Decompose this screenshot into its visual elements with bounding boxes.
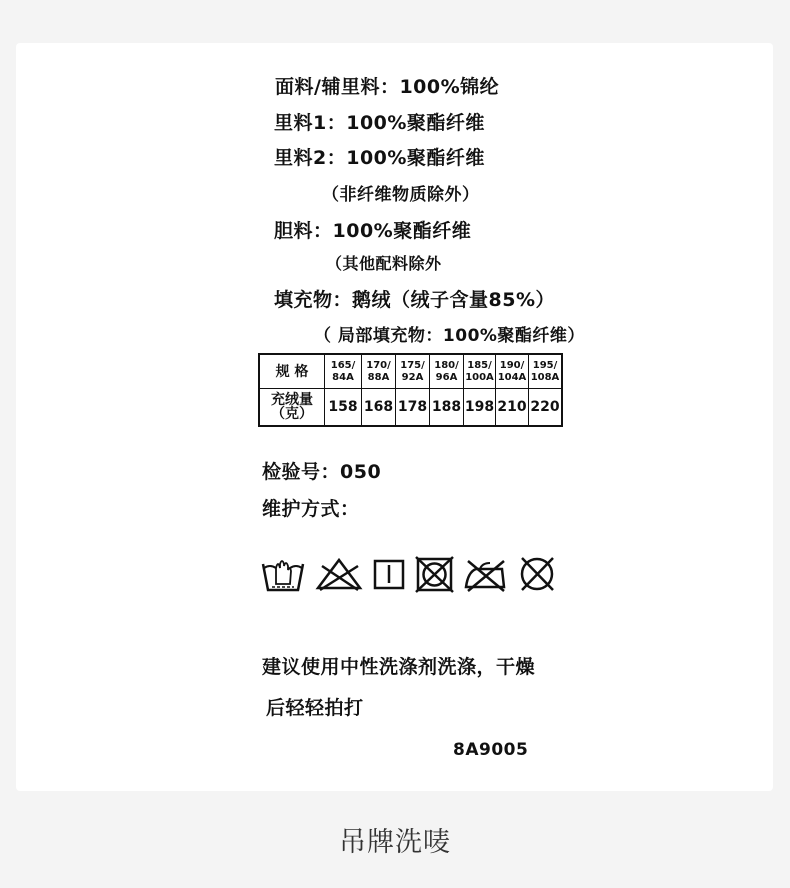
gall-line: 胆料：100%聚酯纤维 <box>274 220 472 242</box>
size-cell: 185/ 100A <box>464 354 496 389</box>
lining1-line: 里料1：100%聚酯纤维 <box>274 112 485 134</box>
size-table <box>258 353 563 427</box>
size-cell: 170/ 88A <box>362 354 396 389</box>
care-label-card <box>16 43 773 791</box>
fill-value-cell: 220 <box>529 389 563 427</box>
inspection-line: 检验号：050 <box>262 461 382 483</box>
size-cell: 190/ 104A <box>496 354 529 389</box>
fill-value-cell: 210 <box>496 389 529 427</box>
advice-line-2: 后轻轻拍打 <box>266 697 364 719</box>
fill-value-cell: 178 <box>396 389 430 427</box>
footer-caption: 吊牌洗唛 <box>339 827 451 858</box>
gall-note: （其他配料除外 <box>326 254 442 273</box>
size-row <box>259 354 562 389</box>
fill-header: 充绒量 （克） <box>259 389 325 427</box>
size-header: 规 格 <box>259 354 325 389</box>
fill-row <box>259 389 562 427</box>
do-not-bleach-icon <box>314 554 364 594</box>
advice-line-1: 建议使用中性洗涤剂洗涤，干燥 <box>262 656 536 678</box>
filling-line: 填充物：鹅绒（绒子含量85%） <box>274 289 555 311</box>
hand-wash-icon <box>260 554 306 594</box>
do-not-dry-clean-icon <box>516 554 560 594</box>
fill-value-cell: 168 <box>362 389 396 427</box>
fill-value-cell: 198 <box>464 389 496 427</box>
filling-note: （ 局部填充物：100%聚酯纤维） <box>314 326 585 346</box>
fabric-line: 面料/辅里料：100%锦纶 <box>275 76 500 98</box>
fill-value-cell: 188 <box>430 389 464 427</box>
size-cell: 175/ 92A <box>396 354 430 389</box>
lining2-line: 里料2：100%聚酯纤维 <box>274 147 485 169</box>
do-not-tumble-dry-icon <box>414 554 456 594</box>
do-not-iron-icon <box>462 554 508 594</box>
care-title: 维护方式： <box>262 498 360 520</box>
line-dry-icon <box>372 554 406 594</box>
product-code: 8A9005 <box>453 740 529 760</box>
size-cell: 195/ 108A <box>529 354 563 389</box>
size-cell: 180/ 96A <box>430 354 464 389</box>
lining2-note: （非纤维物质除外） <box>322 185 480 205</box>
fill-value-cell: 158 <box>325 389 362 427</box>
size-cell: 165/ 84A <box>325 354 362 389</box>
